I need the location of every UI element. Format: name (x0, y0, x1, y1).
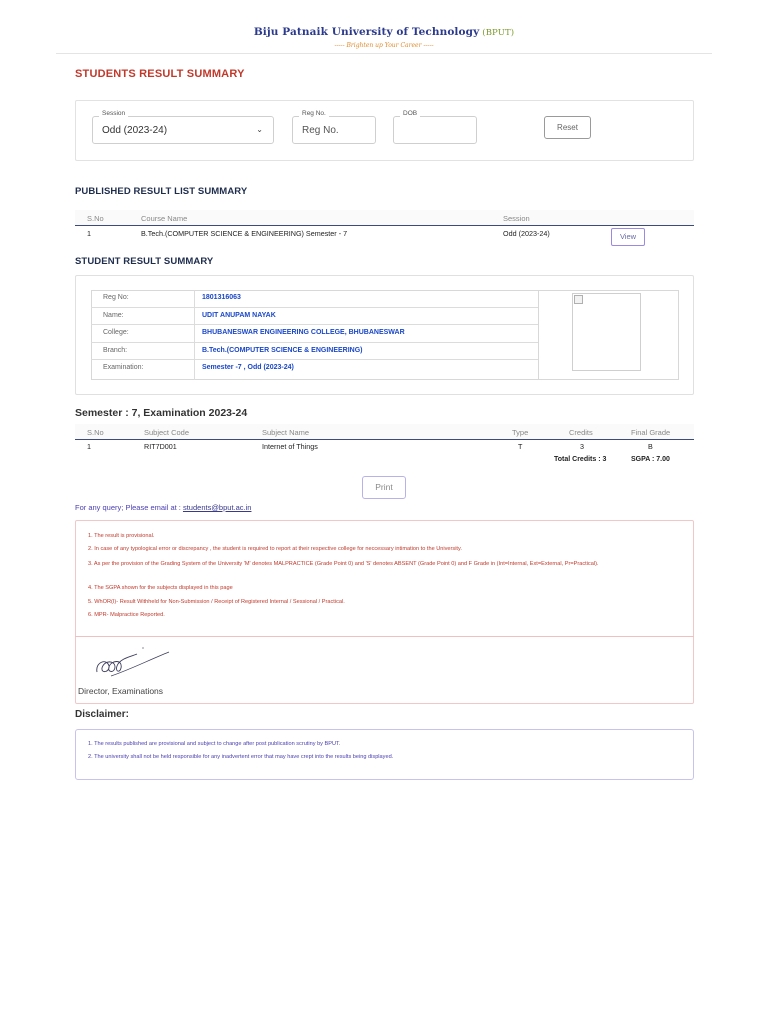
header-divider (56, 53, 712, 54)
subject-sno: 1 (87, 442, 91, 451)
info-label: Reg No: (103, 294, 129, 301)
info-row-branch (91, 343, 538, 361)
student-summary-title: STUDENT RESULT SUMMARY (75, 256, 214, 267)
table-row (75, 227, 694, 241)
session-value: Odd (2023-24) (102, 125, 168, 136)
col-subject-code: Subject Code (144, 428, 190, 437)
director-title: Director, Examinations (78, 686, 164, 696)
info-divider (194, 290, 195, 380)
row-course: B.Tech.(COMPUTER SCIENCE & ENGINEERING) Semester - 7 (141, 229, 348, 238)
col-subject-name: Subject Name (262, 428, 310, 437)
note-item: 6. MPR- Malpractice Reported. (88, 612, 165, 618)
sgpa: SGPA : 7.00 (631, 456, 670, 463)
published-list-title: PUBLISHED RESULT LIST SUMMARY (75, 186, 248, 197)
regno-input[interactable] (292, 110, 376, 144)
director-signature (93, 646, 173, 682)
university-logo-text (0, 26, 768, 38)
email-link[interactable]: students@bput.ac.in (182, 503, 252, 512)
session-label: Session (99, 110, 128, 117)
info-label: Branch: (103, 346, 128, 354)
regno-label: Reg No. (299, 110, 329, 117)
note-item: 2. In case of any typological error or discrepancy , the student is required to report at their respective college for neccessary intimation to the University. (88, 546, 462, 552)
query-line (75, 503, 251, 512)
info-value: UDIT ANUPAM NAYAK (202, 311, 276, 319)
info-label: College: (103, 329, 129, 337)
regno-placeholder: Reg No. (302, 125, 339, 136)
info-row-name (91, 308, 538, 326)
col-course-name: Course Name (141, 214, 188, 223)
chevron-down-icon: ⌄ (256, 125, 263, 134)
info-row-examination (91, 360, 538, 378)
table-row (75, 440, 694, 454)
subject-name: Internet of Things (262, 442, 318, 451)
broken-image-icon (574, 295, 583, 304)
dob-input[interactable] (393, 110, 477, 144)
session-select[interactable] (92, 110, 274, 144)
col-session: Session (503, 214, 530, 223)
notes-divider (75, 636, 694, 637)
info-row-regno (91, 290, 538, 308)
note-item: 1. The result is provisional. (88, 533, 155, 539)
col-final-grade: Final Grade (631, 428, 671, 437)
subject-code: RIT7D001 (144, 442, 177, 451)
row-sno: 1 (87, 229, 91, 238)
disclaimer-item: 2. The university shall not be held responsible for any inadvertent error that may have crept into the results being displayed. (88, 754, 394, 760)
subject-type: T (518, 442, 523, 451)
reset-button[interactable]: Reset (544, 116, 591, 139)
info-value: 1801316063 (202, 294, 241, 301)
col-type: Type (512, 428, 529, 437)
row-session: Odd (2023-24) (503, 229, 550, 238)
print-button[interactable]: Print (362, 476, 406, 499)
published-table-header (75, 210, 694, 226)
note-item: 3. As per the provision of the Grading System of the University 'M' denotes MALPRACTICE (Grade Point 0) and 'S' denotes ABSENT (Grade Point 0) and F Grade in (Int=Internal, Ext=External, Pr=Practical). (88, 561, 599, 567)
semester-table-header (75, 424, 694, 440)
university-abbr: (BPUT) (482, 28, 515, 38)
col-sno: S.No (87, 214, 104, 223)
col-credits: Credits (569, 428, 593, 437)
subject-grade: B (648, 442, 653, 451)
view-button[interactable]: View (611, 228, 645, 246)
col-sno: S.No (87, 428, 104, 437)
semester-title: Semester : 7, Examination 2023-24 (75, 407, 248, 419)
info-value: BHUBANESWAR ENGINEERING COLLEGE, BHUBANESWAR (202, 329, 405, 337)
info-label: Name: (103, 311, 124, 319)
page-title: STUDENTS RESULT SUMMARY (75, 68, 245, 80)
student-photo (572, 293, 641, 371)
photo-divider (538, 290, 539, 380)
disclaimer-item: 1. The results published are provisional and subject to change after post publication scrutiny by BPUT. (88, 741, 341, 747)
info-label: Examination: (103, 364, 144, 372)
note-item: 4. The SGPA shown for the subjects displayed in this page (88, 585, 233, 591)
site-header (0, 0, 768, 54)
university-name: Biju Patnaik University of Technology (253, 26, 480, 38)
info-value: B.Tech.(COMPUTER SCIENCE & ENGINEERING) (202, 346, 363, 354)
tagline: ----- Brighten up Your Career ----- (334, 42, 434, 49)
disclaimer-title: Disclaimer: (75, 709, 129, 720)
note-item: 5. WhOR(I)- Result Withheld for Non-Submission / Receipt of Registered Internal / Sessional / Practical. (88, 599, 345, 605)
info-row-college (91, 325, 538, 343)
dob-label: DOB (400, 110, 420, 117)
subject-credits: 3 (580, 442, 584, 451)
query-text: For any query; Please email at : (75, 503, 183, 512)
total-credits: Total Credits : 3 (554, 456, 607, 463)
info-value: Semester -7 , Odd (2023-24) (202, 364, 294, 372)
